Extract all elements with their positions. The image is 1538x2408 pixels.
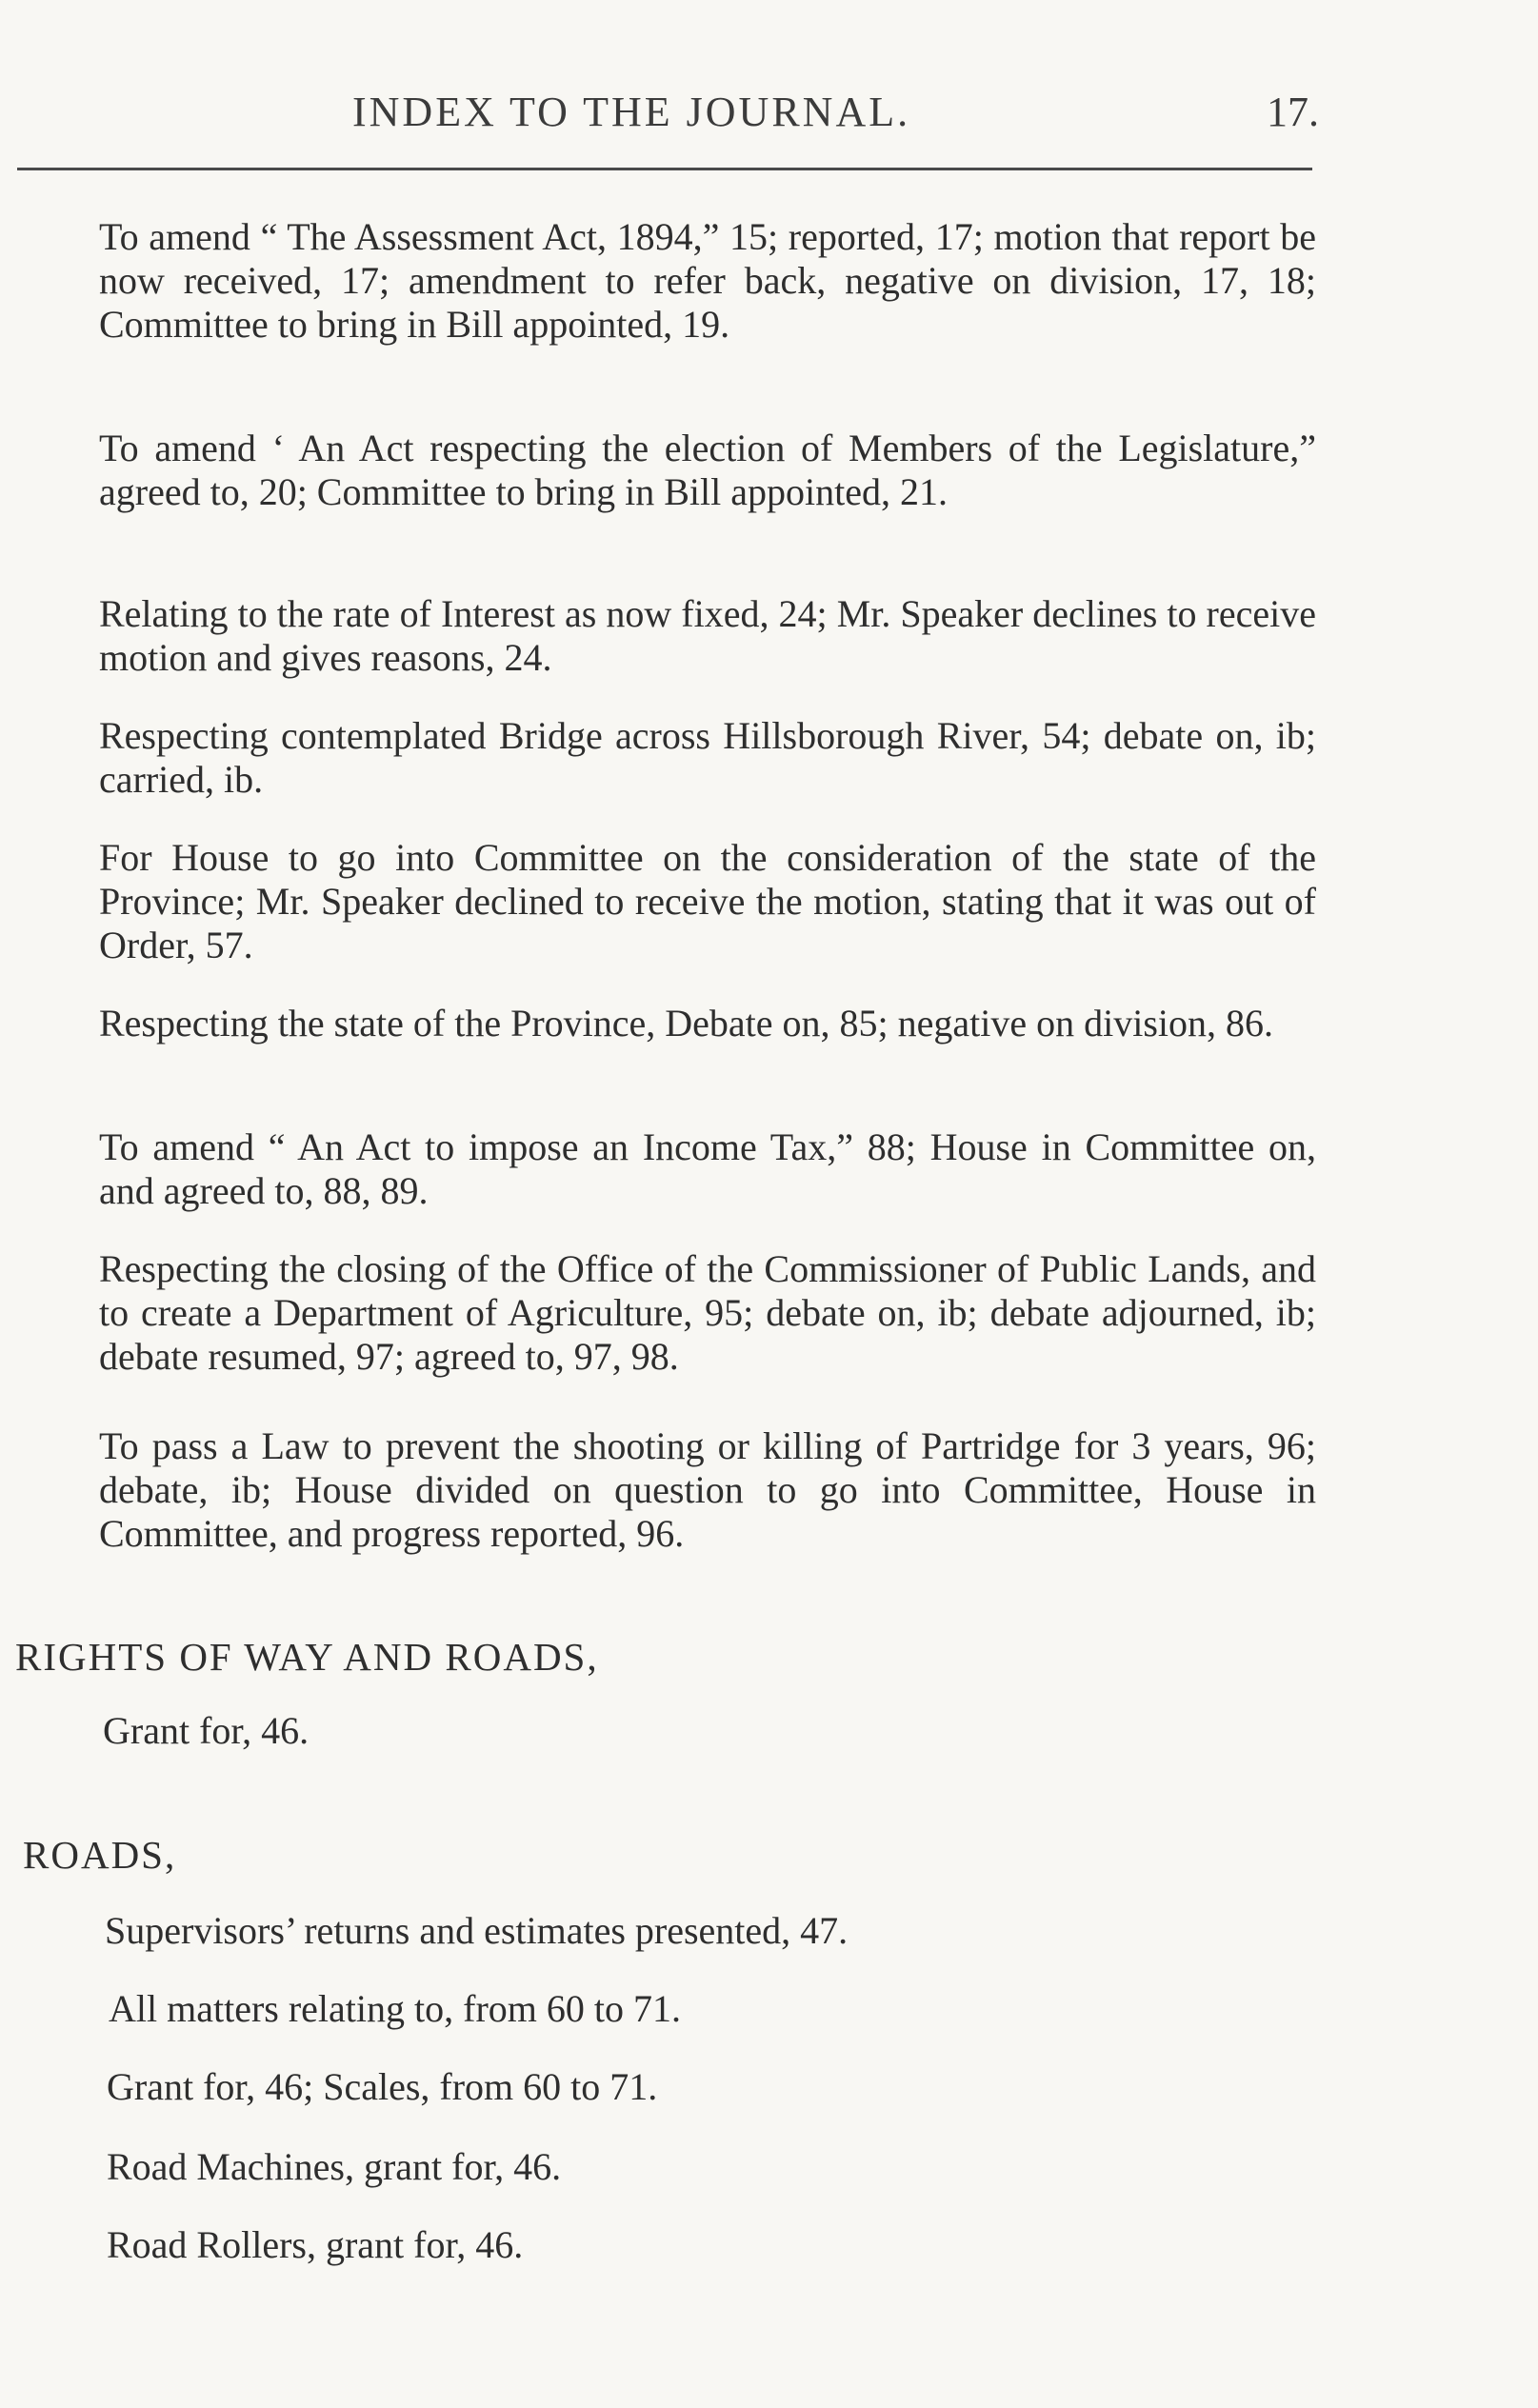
motion-entry-partridge-law: To pass a Law to prevent the shooting or killing of Partridge for 3 years, 96; debate, ib; House divided on question to go into Committee, House in Committee, and progress reported, 96. xyxy=(99,1424,1316,1555)
motion-entry-state-of-province-committee: For House to go into Committee on the consideration of the state of the Province; Mr. Speaker declined to receive the motion, stating that it was out of Order, 57. xyxy=(99,836,1316,966)
roads-entry-supervisors-returns: Supervisors’ returns and estimates presented, 47. xyxy=(105,1909,849,1952)
roads-entry-grant-scales: Grant for, 46; Scales, from 60 to 71. xyxy=(107,2065,658,2108)
roads-entry-all-matters: All matters relating to, from 60 to 71. xyxy=(109,1987,681,2030)
motion-entry-state-of-province-debate: Respecting the state of the Province, Debate on, 85; negative on division, 86. xyxy=(99,1002,1274,1045)
section-heading-roads: ROADS, xyxy=(23,1833,177,1877)
section-heading-rights-of-way: RIGHTS OF WAY AND ROADS, xyxy=(15,1635,599,1679)
header-rule xyxy=(17,168,1312,170)
page-header-title: INDEX TO THE JOURNAL. xyxy=(352,89,911,135)
motion-entry-income-tax: To amend “ An Act to impose an Income Tax,” 88; House in Committee on, and agreed to, 88, 89. xyxy=(99,1125,1316,1212)
page-number: 17. xyxy=(1267,89,1319,135)
roads-entry-road-rollers: Road Rollers, grant for, 46. xyxy=(107,2223,524,2266)
motion-entry-interest-rate: Relating to the rate of Interest as now fixed, 24; Mr. Speaker declines to receive motion and gives reasons, 24. xyxy=(99,592,1316,679)
roads-entry-road-machines: Road Machines, grant for, 46. xyxy=(107,2145,562,2188)
motion-entry-assessment-act: To amend “ The Assessment Act, 1894,” 15; reported, 17; motion that report be now received, 17; amendment to refer back, negative on division, 17, 18; Committee to bring in Bill appointed, 19. xyxy=(99,215,1316,346)
rights-of-way-entry: Grant for, 46. xyxy=(103,1709,310,1752)
motion-entry-election-act: To amend ‘ An Act respecting the election of Members of the Legislature,” agreed to, 20; Committee to bring in Bill appointed, 21. xyxy=(99,427,1316,513)
motion-entry-hillsborough-bridge: Respecting contemplated Bridge across Hillsborough River, 54; debate on, ib; carried, ib. xyxy=(99,714,1316,801)
motion-entry-public-lands: Respecting the closing of the Office of the Commissioner of Public Lands, and to create a Department of Agriculture, 95; debate on, ib; debate adjourned, ib; debate resumed, 97; agreed to, 97, 98. xyxy=(99,1247,1316,1378)
